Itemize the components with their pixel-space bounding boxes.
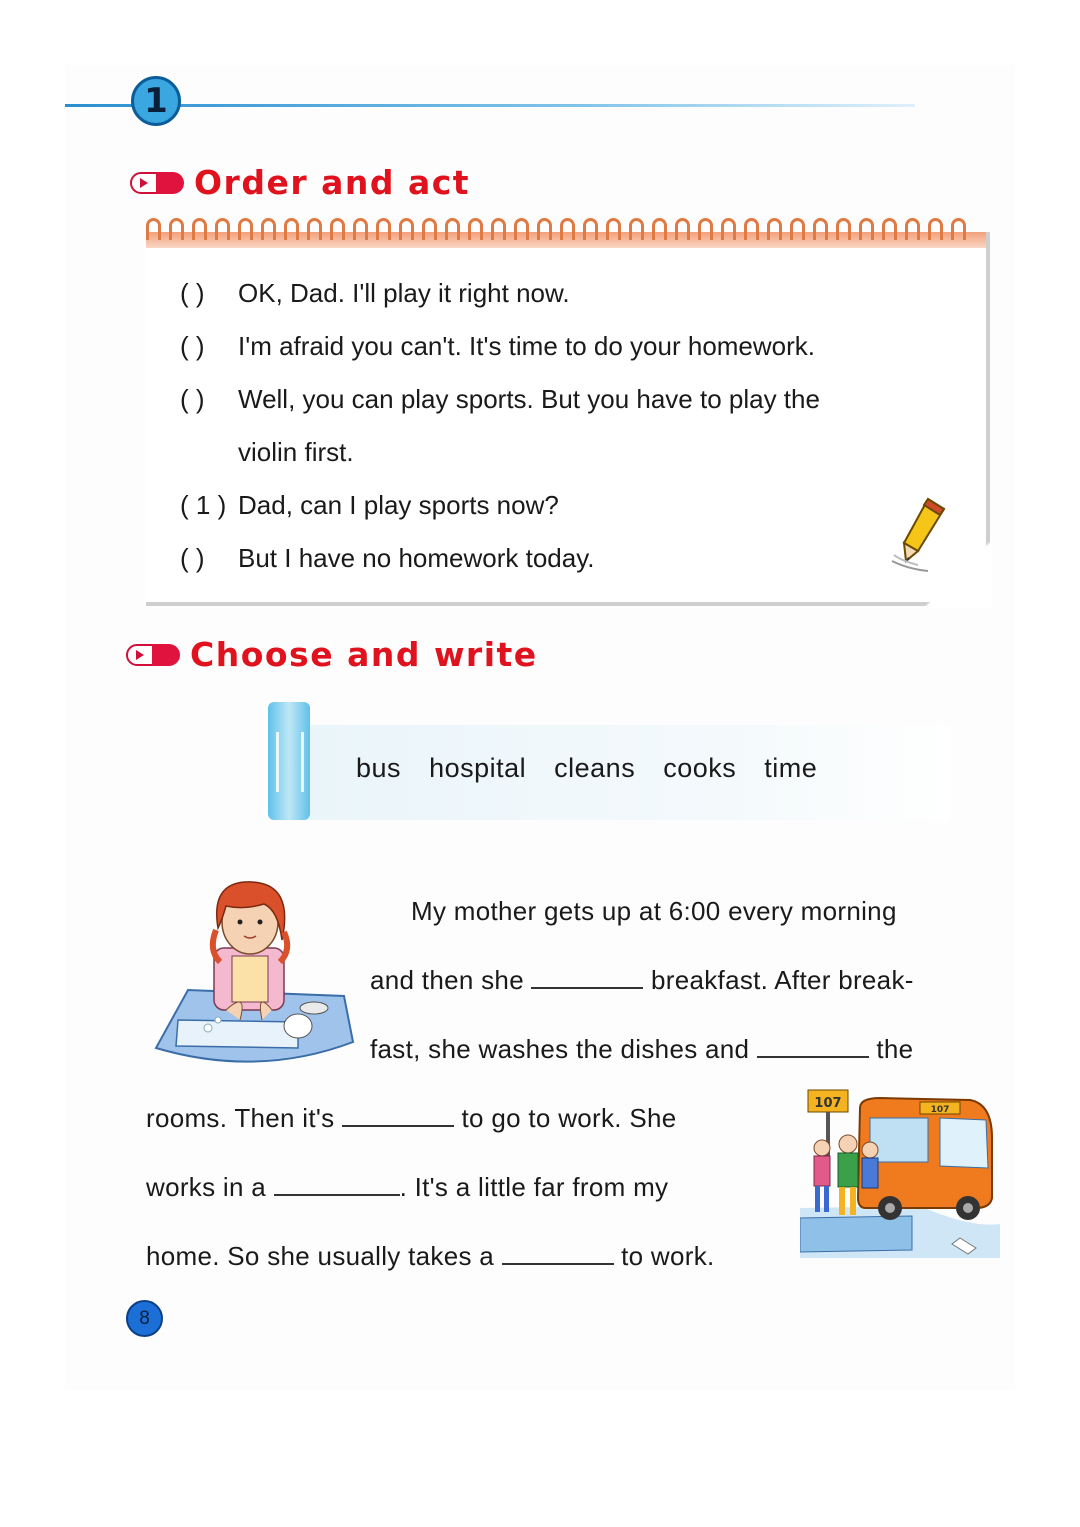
unit-number-badge: 1 xyxy=(131,76,181,126)
mother-washing-dishes-illustration xyxy=(148,870,358,1070)
paragraph-line: My mother gets up at 6:00 every morning xyxy=(411,896,897,926)
paragraph-line: and then she breakfast. After break- xyxy=(370,965,914,995)
section-title-text: Choose and write xyxy=(190,635,538,674)
section-order-and-act-title xyxy=(130,163,470,202)
order-blank[interactable]: ( ) xyxy=(180,543,205,573)
pencil-icon xyxy=(888,495,952,575)
dialog-line: ( 1 ) Dad, can I play sports now? xyxy=(180,490,559,520)
scroll-icon xyxy=(268,702,310,820)
dialog-line: ( ) OK, Dad. I'll play it right now. xyxy=(180,278,570,308)
paragraph-line: rooms. Then it's to go to work. She xyxy=(146,1103,677,1133)
word-bank xyxy=(356,753,837,784)
dialog-line: ( ) I'm afraid you can't. It's time to do your homework. xyxy=(180,331,816,361)
dialog-line-continued: violin first. xyxy=(238,437,354,467)
order-blank[interactable]: ( 1 ) xyxy=(180,490,227,520)
word-option: bus xyxy=(356,753,402,783)
paragraph-line: fast, she washes the dishes and the xyxy=(370,1034,914,1064)
order-blank[interactable]: ( ) xyxy=(180,331,205,361)
word-option: cooks xyxy=(663,753,737,783)
pill-icon xyxy=(126,644,180,666)
bus-stop-illustration xyxy=(800,1088,1000,1258)
order-blank[interactable]: ( ) xyxy=(180,278,205,308)
word-option: cleans xyxy=(554,753,636,783)
fill-blank-3[interactable] xyxy=(342,1107,454,1127)
fill-blank-5[interactable] xyxy=(502,1245,614,1265)
dialog-line: ( ) But I have no homework today. xyxy=(180,543,595,573)
order-blank[interactable]: ( ) xyxy=(180,384,205,414)
page-number-badge: 8 xyxy=(126,1300,163,1337)
pill-icon xyxy=(130,172,184,194)
section-title-text: Order and act xyxy=(194,163,471,202)
paragraph-line: works in a . It's a little far from my xyxy=(146,1172,669,1202)
fill-blank-1[interactable] xyxy=(531,969,643,989)
paragraph-line: home. So she usually takes a to work. xyxy=(146,1241,715,1271)
unit-header-line xyxy=(65,104,915,107)
fill-blank-2[interactable] xyxy=(757,1038,869,1058)
svg-text:107: 107 xyxy=(814,1096,842,1111)
fill-blank-4[interactable] xyxy=(274,1176,400,1196)
notepad-spiral xyxy=(146,218,976,248)
word-option: hospital xyxy=(429,753,527,783)
svg-text:107: 107 xyxy=(930,1105,950,1115)
section-choose-and-write-title xyxy=(126,635,538,674)
word-option: time xyxy=(764,753,818,783)
dialog-line: ( ) Well, you can play sports. But you have to play the xyxy=(180,384,820,414)
